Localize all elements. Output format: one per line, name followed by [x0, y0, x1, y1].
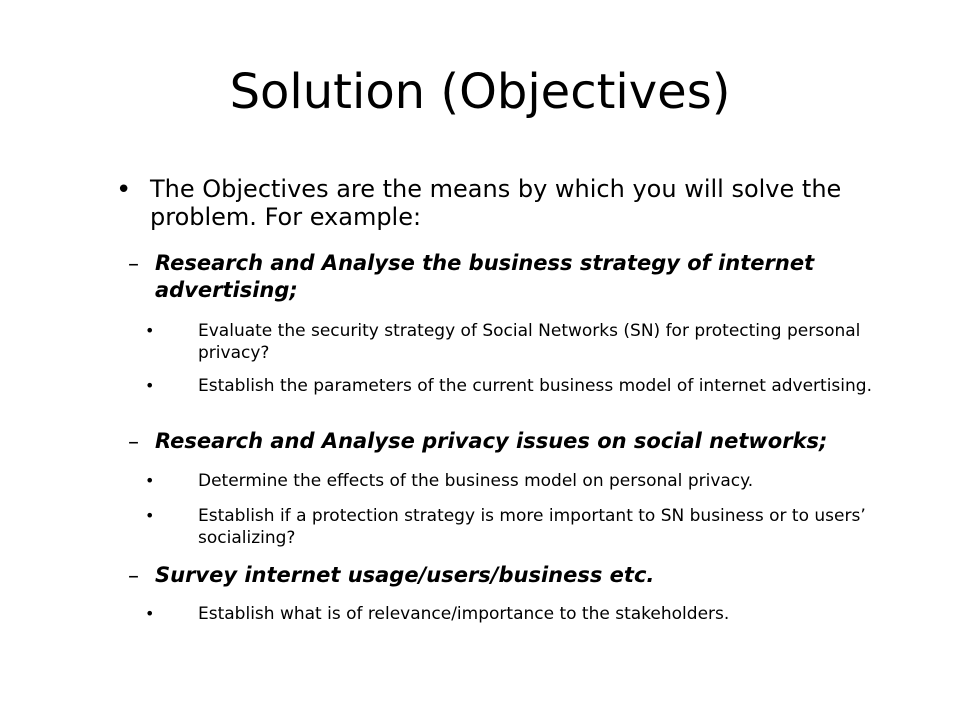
dash-marker: –: [128, 252, 139, 277]
detail-text: Evaluate the security strategy of Social Networks (SN) for protecting personal privacy?: [198, 321, 861, 363]
detail-text: Establish if a protection strategy is more important to SN business or to users’ socializing?: [198, 506, 866, 548]
detail-text: Establish what is of relevance/importance to the stakeholders.: [198, 604, 730, 624]
bullet-text: The Objectives are the means by which you will solve the problem. For example:: [150, 175, 842, 231]
dash-marker: –: [128, 430, 139, 455]
subpoint-text: Research and Analyse privacy issues on social networks;: [155, 429, 828, 453]
detail-text: Determine the effects of the business model on personal privacy.: [198, 471, 754, 491]
bullet-marker: •: [145, 506, 155, 525]
bullet-marker: •: [145, 376, 155, 395]
subpoint-text: Research and Analyse the business strategy of internet advertising;: [155, 251, 815, 302]
bullet-marker: •: [145, 471, 155, 490]
bullet-marker: •: [145, 604, 155, 623]
dash-marker: –: [128, 564, 139, 589]
detail-text: Establish the parameters of the current business model of internet advertising.: [198, 376, 872, 396]
bullet-marker: •: [116, 175, 132, 205]
subpoint-text: Survey internet usage/users/business etc.: [155, 563, 655, 587]
bullet-marker: •: [145, 321, 155, 340]
slide-title: Solution (Objectives): [229, 64, 731, 120]
